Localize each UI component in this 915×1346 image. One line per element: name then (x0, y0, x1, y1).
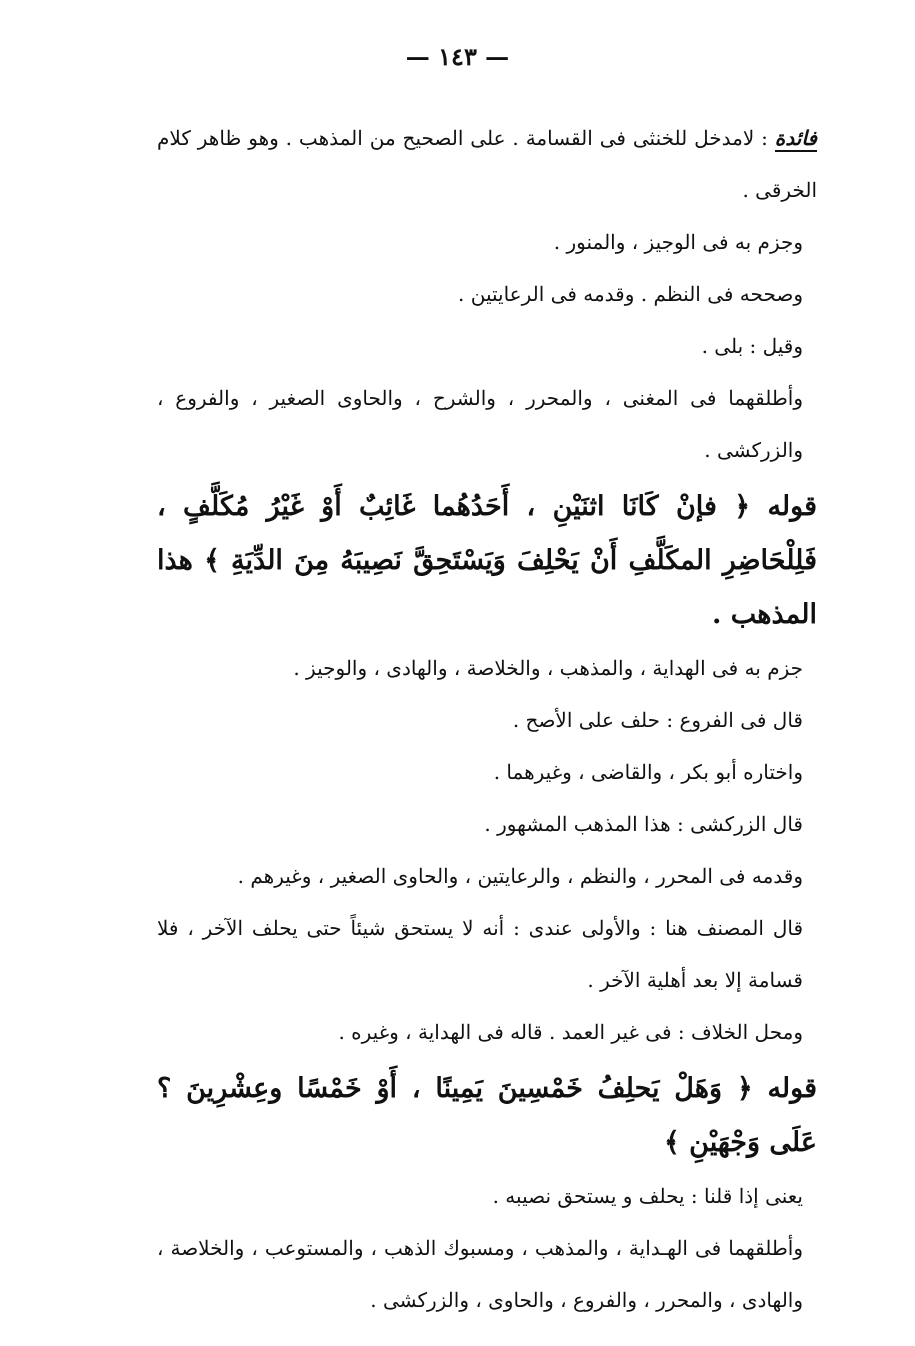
page-number: — ١٤٣ — (405, 42, 510, 71)
body-text (157, 112, 817, 1326)
quote-label: قوله (767, 491, 817, 522)
paragraph: جزم به فى الهداية ، والمذهب ، والخلاصة ، والهادى ، والوجيز . (293, 656, 803, 680)
paragraph: واختاره أبو بكر ، والقاضى ، وغيرهما . (493, 760, 803, 784)
quote-paragraph-1 (157, 476, 817, 642)
paragraph: وقدمه فى المحرر ، والنظم ، والرعايتين ، والحاوى الصغير ، وغيرهم . (237, 864, 803, 888)
paragraph: وجزم به فى الوجيز ، والمنور . (553, 230, 803, 254)
paragraph: قال المصنف هنا : والأولى عندى : أنه لا يستحق شيئاً حتى يحلف الآخر ، فلا قسامة إلا بعد أهلية الآخر . (157, 916, 803, 992)
paragraph: ومحل الخلاف : فى غير العمد . قاله فى الهداية ، وغيره . (338, 1020, 803, 1044)
quote-paragraph-2 (157, 1058, 817, 1170)
quote-text: ﴿ فإنْ كَانَا اثنَيْنِ ، أَحَدُهُما غَائِبٌ أَوْ غَيْرُ مُكَلَّفٍ ، فَلِلْحَاضِرِ المكَلَّفِ أَنْ يَحْلِفَ وَيَسْتَحِقَّ نَصِيبَهُ مِنَ الدِّيَةِ ﴾ هذا المذهب . (157, 491, 817, 630)
paragraph: وصححه فى النظم . وقدمه فى الرعايتين . (458, 282, 803, 306)
faida-paragraph (157, 112, 817, 216)
faida-label: فائدة (774, 126, 817, 150)
paragraph: قال فى الفروع : حلف على الأصح . (512, 708, 803, 732)
paragraph: قال الزركشى : هذا المذهب المشهور . (484, 812, 803, 836)
paragraph: وأطلقهما فى الهـداية ، والمذهب ، ومسبوك الذهب ، والمستوعب ، والخلاصة ، والهادى ، والمحرر ، والفروع ، والحاوى ، والزركشى . (157, 1236, 803, 1312)
paragraph: يعنى إذا قلنا : يحلف و يستحق نصيبه . (492, 1184, 803, 1208)
faida-text: : لامدخل للخنثى فى القسامة . على الصحيح من المذهب . وهو ظاهر كلام الخرقى . (157, 126, 817, 202)
quote-label: قوله (767, 1073, 817, 1104)
paragraph: وأطلقهما فى المغنى ، والمحرر ، والشرح ، والحاوى الصغير ، والفروع ، والزركشى . (157, 386, 803, 462)
quote-text: ﴿ وَهَلْ يَحلِفُ خَمْسِينَ يَمِينًا ، أَوْ خَمْسًا وعِشْرِينَ ؟ عَلَى وَجْهَيْنِ ﴾ (157, 1073, 817, 1158)
paragraph: وقيل : بلى . (701, 334, 803, 358)
